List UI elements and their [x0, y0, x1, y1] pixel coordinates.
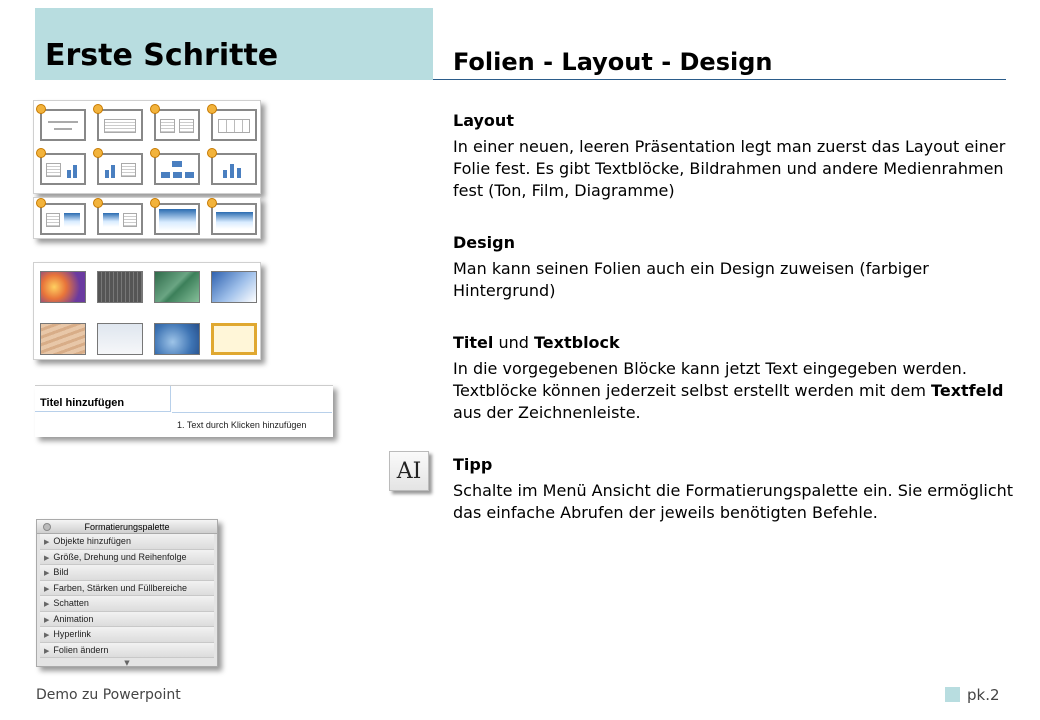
- disclosure-triangle-icon: ▶: [44, 539, 50, 546]
- design-thumb-flame[interactable]: [40, 271, 86, 303]
- palette-more-icon[interactable]: ▼: [124, 659, 130, 667]
- tipp-heading: Tipp: [453, 455, 493, 474]
- titel-text-part: aus der Zeichnenleiste.: [453, 403, 641, 422]
- palette-item-label: Schatten: [53, 598, 89, 608]
- titel-heading-bold-2: Textblock: [534, 333, 620, 352]
- layout-thumb-image-large[interactable]: [154, 203, 200, 235]
- layout-thumb-image-text[interactable]: [97, 203, 143, 235]
- tipp-paragraph: Schalte im Menü Ansicht die Formatierungspalette ein. Sie ermöglicht das einfache Abrufen der jeweils benötigten Befehle.: [453, 481, 1014, 522]
- palette-title: Formatierungspalette: [84, 522, 170, 532]
- design-thumb-blue-light[interactable]: [211, 271, 257, 303]
- disclosure-triangle-icon: ▶: [44, 632, 50, 639]
- palette-title-bar: [37, 520, 217, 534]
- new-star-icon: [36, 104, 46, 114]
- palette-item-label: Folien ändern: [53, 644, 109, 655]
- palette-item[interactable]: [40, 565, 214, 581]
- design-thumb-green[interactable]: [154, 271, 200, 303]
- disclosure-triangle-icon: ▶: [44, 554, 50, 562]
- footer-accent-square: [945, 687, 960, 702]
- new-star-icon: [93, 104, 103, 114]
- new-star-icon: [150, 148, 160, 158]
- page-number: pk.2: [967, 686, 1000, 704]
- palette-item-label: Größe, Drehung und Reihenfolge: [53, 551, 187, 562]
- layout-thumb-orgchart[interactable]: [154, 153, 200, 185]
- layout-thumb-title[interactable]: [40, 109, 86, 141]
- titel-heading: [453, 332, 1018, 354]
- palette-item-label: Objekte hinzufügen: [53, 536, 131, 546]
- slide-body: [453, 110, 1018, 554]
- palette-item[interactable]: [40, 550, 214, 566]
- palette-item[interactable]: [40, 627, 214, 643]
- layout-thumb-text-image[interactable]: [40, 203, 86, 235]
- design-heading: Design: [453, 233, 515, 252]
- palette-item[interactable]: [40, 581, 214, 597]
- disclosure-triangle-icon: ▶: [44, 601, 50, 608]
- new-star-icon: [36, 198, 46, 208]
- title-divider: [433, 79, 1006, 80]
- disclosure-triangle-icon: ▶: [44, 616, 50, 624]
- palette-item-label: Farben, Stärken und Füllbereiche: [53, 582, 187, 593]
- text-tool-icon: AI: [389, 451, 429, 491]
- footer-title: Demo zu Powerpoint: [36, 687, 181, 703]
- design-thumb-gold-frame[interactable]: [211, 323, 257, 355]
- new-star-icon: [207, 198, 217, 208]
- new-star-icon: [207, 104, 217, 114]
- layout-gallery-media: [33, 197, 261, 239]
- new-star-icon: [93, 148, 103, 158]
- palette-item-label: Animation: [53, 613, 94, 624]
- new-star-icon: [150, 104, 160, 114]
- titel-text-part: In die vorgegebenen Blöcke kann jetzt Text eingegeben werden. Textblöcke können jederzeit selbst erstellt werden mit dem: [453, 359, 967, 400]
- design-thumb-wood[interactable]: [40, 323, 86, 355]
- new-star-icon: [207, 148, 217, 158]
- title-placeholder-label: Titel hinzufügen: [40, 397, 125, 409]
- text-placeholder-label: 1. Text durch Klicken hinzufügen: [177, 420, 307, 430]
- palette-item[interactable]: [40, 612, 214, 628]
- layout-thumb-chart-text[interactable]: [97, 153, 143, 185]
- design-gallery: [33, 262, 261, 360]
- page-title: Folien - Layout - Design: [453, 48, 773, 76]
- titel-paragraph: [453, 358, 1018, 424]
- layout-thumb-table[interactable]: [211, 109, 257, 141]
- palette-item-label: Bild: [53, 567, 69, 577]
- layout-thumb-text[interactable]: [97, 109, 143, 141]
- design-thumb-plain[interactable]: [97, 323, 143, 355]
- titel-heading-und: und: [493, 333, 534, 352]
- palette-item[interactable]: [40, 534, 214, 550]
- layout-paragraph: In einer neuen, leeren Präsentation legt man zuerst das Layout einer Folie fest. Es gibt Textblöcke, Bildrahmen und andere Medienrahmen fest (Ton, Film, Diagramme): [453, 137, 1006, 200]
- design-thumb-water[interactable]: [154, 323, 200, 355]
- new-star-icon: [93, 198, 103, 208]
- palette-item[interactable]: [40, 596, 214, 612]
- palette-close-icon[interactable]: [43, 523, 51, 531]
- new-star-icon: [36, 148, 46, 158]
- formatting-palette: [36, 519, 218, 667]
- design-thumb-dark-lines[interactable]: [97, 271, 143, 303]
- disclosure-triangle-icon: ▶: [44, 570, 50, 577]
- section-title: Erste Schritte: [45, 38, 279, 73]
- titel-heading-bold-1: Titel: [453, 333, 494, 352]
- new-star-icon: [150, 198, 160, 208]
- layout-thumb-text-chart[interactable]: [40, 153, 86, 185]
- layout-thumb-chart[interactable]: [211, 153, 257, 185]
- layout-gallery: [33, 100, 261, 194]
- palette-item-label: Hyperlink: [53, 629, 91, 639]
- palette-item[interactable]: [40, 643, 214, 659]
- design-paragraph: Man kann seinen Folien auch ein Design zuweisen (farbiger Hintergrund): [453, 259, 929, 300]
- textfeld-term: Textfeld: [931, 381, 1004, 400]
- disclosure-triangle-icon: ▶: [44, 647, 50, 655]
- disclosure-triangle-icon: ▶: [44, 585, 50, 593]
- layout-thumb-two-column[interactable]: [154, 109, 200, 141]
- layout-thumb-image-wide[interactable]: [211, 203, 257, 235]
- layout-heading: Layout: [453, 111, 514, 130]
